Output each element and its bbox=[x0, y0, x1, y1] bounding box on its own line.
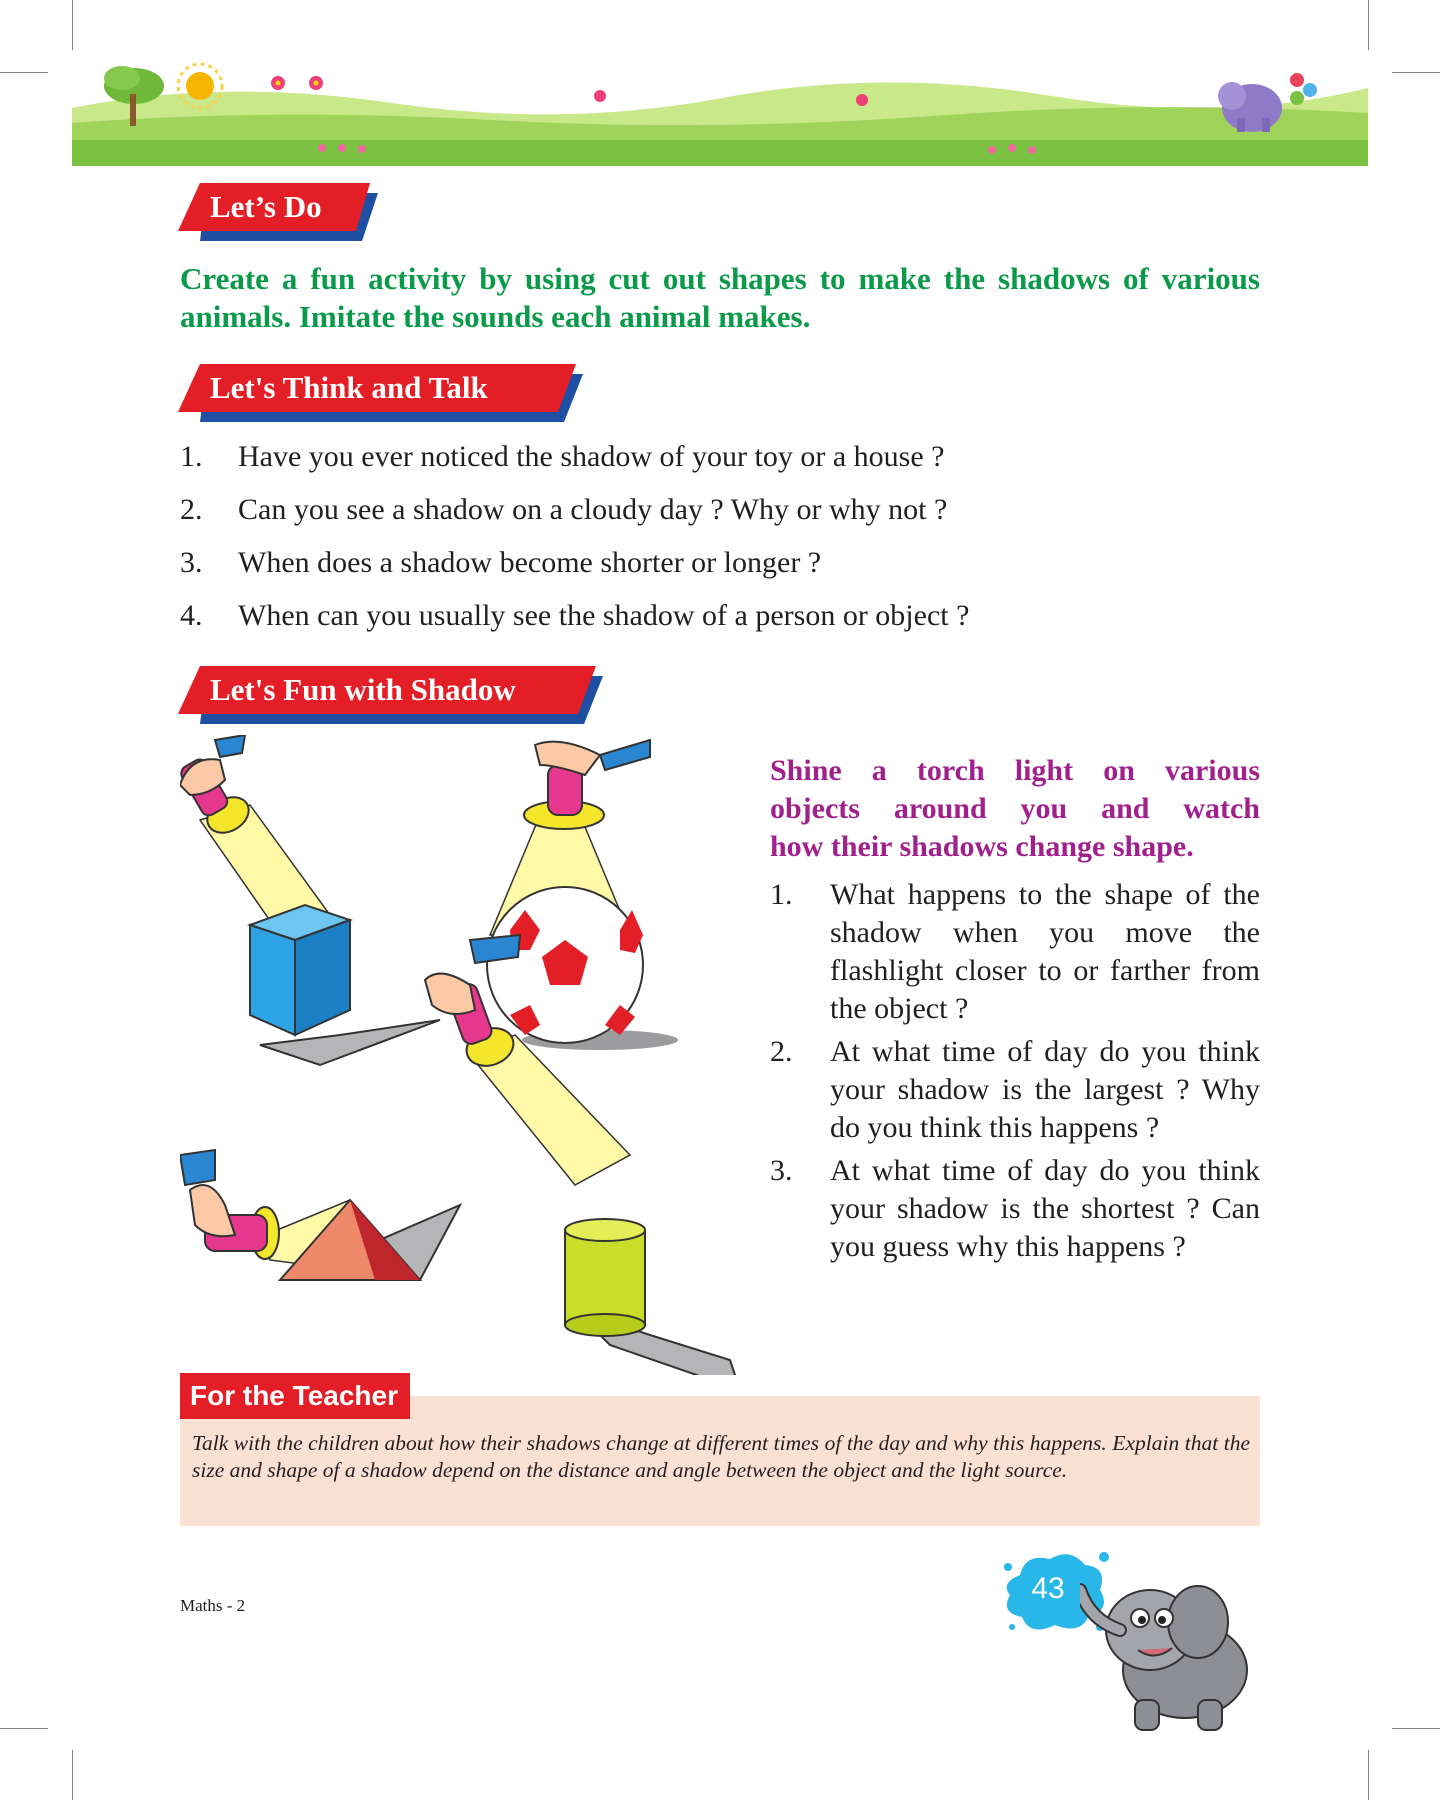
item-number: 1. bbox=[180, 440, 203, 473]
hand-icon bbox=[425, 974, 475, 1014]
elephant-mascot-icon bbox=[1080, 1560, 1270, 1740]
item-number: 3. bbox=[180, 546, 203, 579]
fun-shadow-intro bbox=[770, 752, 1260, 866]
torch-cone-figure bbox=[180, 1150, 460, 1280]
list-item bbox=[180, 536, 1180, 589]
crop-mark bbox=[72, 1750, 73, 1800]
intro-line: how their shadows change shape. bbox=[770, 830, 1194, 863]
list-item bbox=[180, 589, 1180, 642]
page-number: 43 bbox=[1031, 1572, 1065, 1605]
teacher-label: For the Teacher bbox=[180, 1373, 410, 1419]
item-number: 4. bbox=[180, 599, 203, 632]
hand-icon bbox=[535, 742, 600, 775]
crop-mark bbox=[1368, 0, 1369, 50]
crop-mark bbox=[0, 72, 48, 73]
hand-icon bbox=[190, 1185, 235, 1236]
list-item bbox=[180, 483, 1180, 536]
torch-cube-figure bbox=[180, 735, 440, 1065]
torch-shadow-illustration bbox=[180, 735, 750, 1375]
item-text: At what time of day do you think your shadow is the shortest ? Can you guess why this happens ? bbox=[830, 1154, 1260, 1263]
book-title: Maths - 2 bbox=[180, 1596, 246, 1615]
torch-ball-figure bbox=[487, 740, 678, 1050]
item-text: When does a shadow become shorter or longer ? bbox=[238, 546, 822, 579]
section-title: Let's Think and Talk bbox=[210, 370, 488, 405]
item-text: At what time of day do you think your shadow is the largest ? Why do you think this happens ? bbox=[830, 1035, 1260, 1144]
item-text: Have you ever noticed the shadow of your toy or a house ? bbox=[238, 440, 945, 473]
crop-mark bbox=[1368, 1750, 1369, 1800]
item-number: 2. bbox=[770, 1035, 793, 1068]
fun-shadow-questions bbox=[770, 876, 1260, 1271]
intro-line: Shine a torch light on various bbox=[770, 754, 1260, 787]
list-item bbox=[770, 1152, 1260, 1266]
item-number: 2. bbox=[180, 493, 203, 526]
list-item bbox=[180, 430, 1180, 483]
list-item bbox=[770, 876, 1260, 1028]
header-banner-illustration bbox=[72, 58, 1368, 166]
section-title: Let’s Do bbox=[210, 189, 322, 224]
item-text: When can you usually see the shadow of a person or object ? bbox=[238, 599, 970, 632]
think-talk-questions bbox=[180, 430, 1180, 642]
teacher-note-text: Talk with the children about how their shadows change at different times of the day and why this happens. Explain that the size and shape of a shadow depend on the distance and angle between the object and the light source. bbox=[192, 1431, 1250, 1482]
section-tag-fun-shadow bbox=[178, 666, 603, 724]
item-text: What happens to the shape of the shadow when you move the flashlight closer to or farther from the object ? bbox=[830, 878, 1260, 1025]
cylinder-icon bbox=[565, 1230, 645, 1325]
item-text: Can you see a shadow on a cloudy day ? Why or why not ? bbox=[238, 493, 948, 526]
intro-line: objects around you and watch bbox=[770, 792, 1260, 825]
section-title: Let's Fun with Shadow bbox=[210, 672, 516, 707]
lets-do-instruction: Create a fun activity by using cut out shapes to make the shadows of various animals. Imitate the sounds each animal makes. bbox=[180, 261, 1260, 334]
item-number: 1. bbox=[770, 878, 793, 911]
crop-mark bbox=[0, 1728, 48, 1729]
section-tag-think-talk bbox=[178, 364, 583, 422]
section-tag-lets-do bbox=[178, 183, 378, 241]
crop-mark bbox=[1392, 1728, 1440, 1729]
item-number: 3. bbox=[770, 1154, 793, 1187]
crop-mark bbox=[1392, 72, 1440, 73]
list-item bbox=[770, 1033, 1260, 1147]
crop-mark bbox=[72, 0, 73, 50]
